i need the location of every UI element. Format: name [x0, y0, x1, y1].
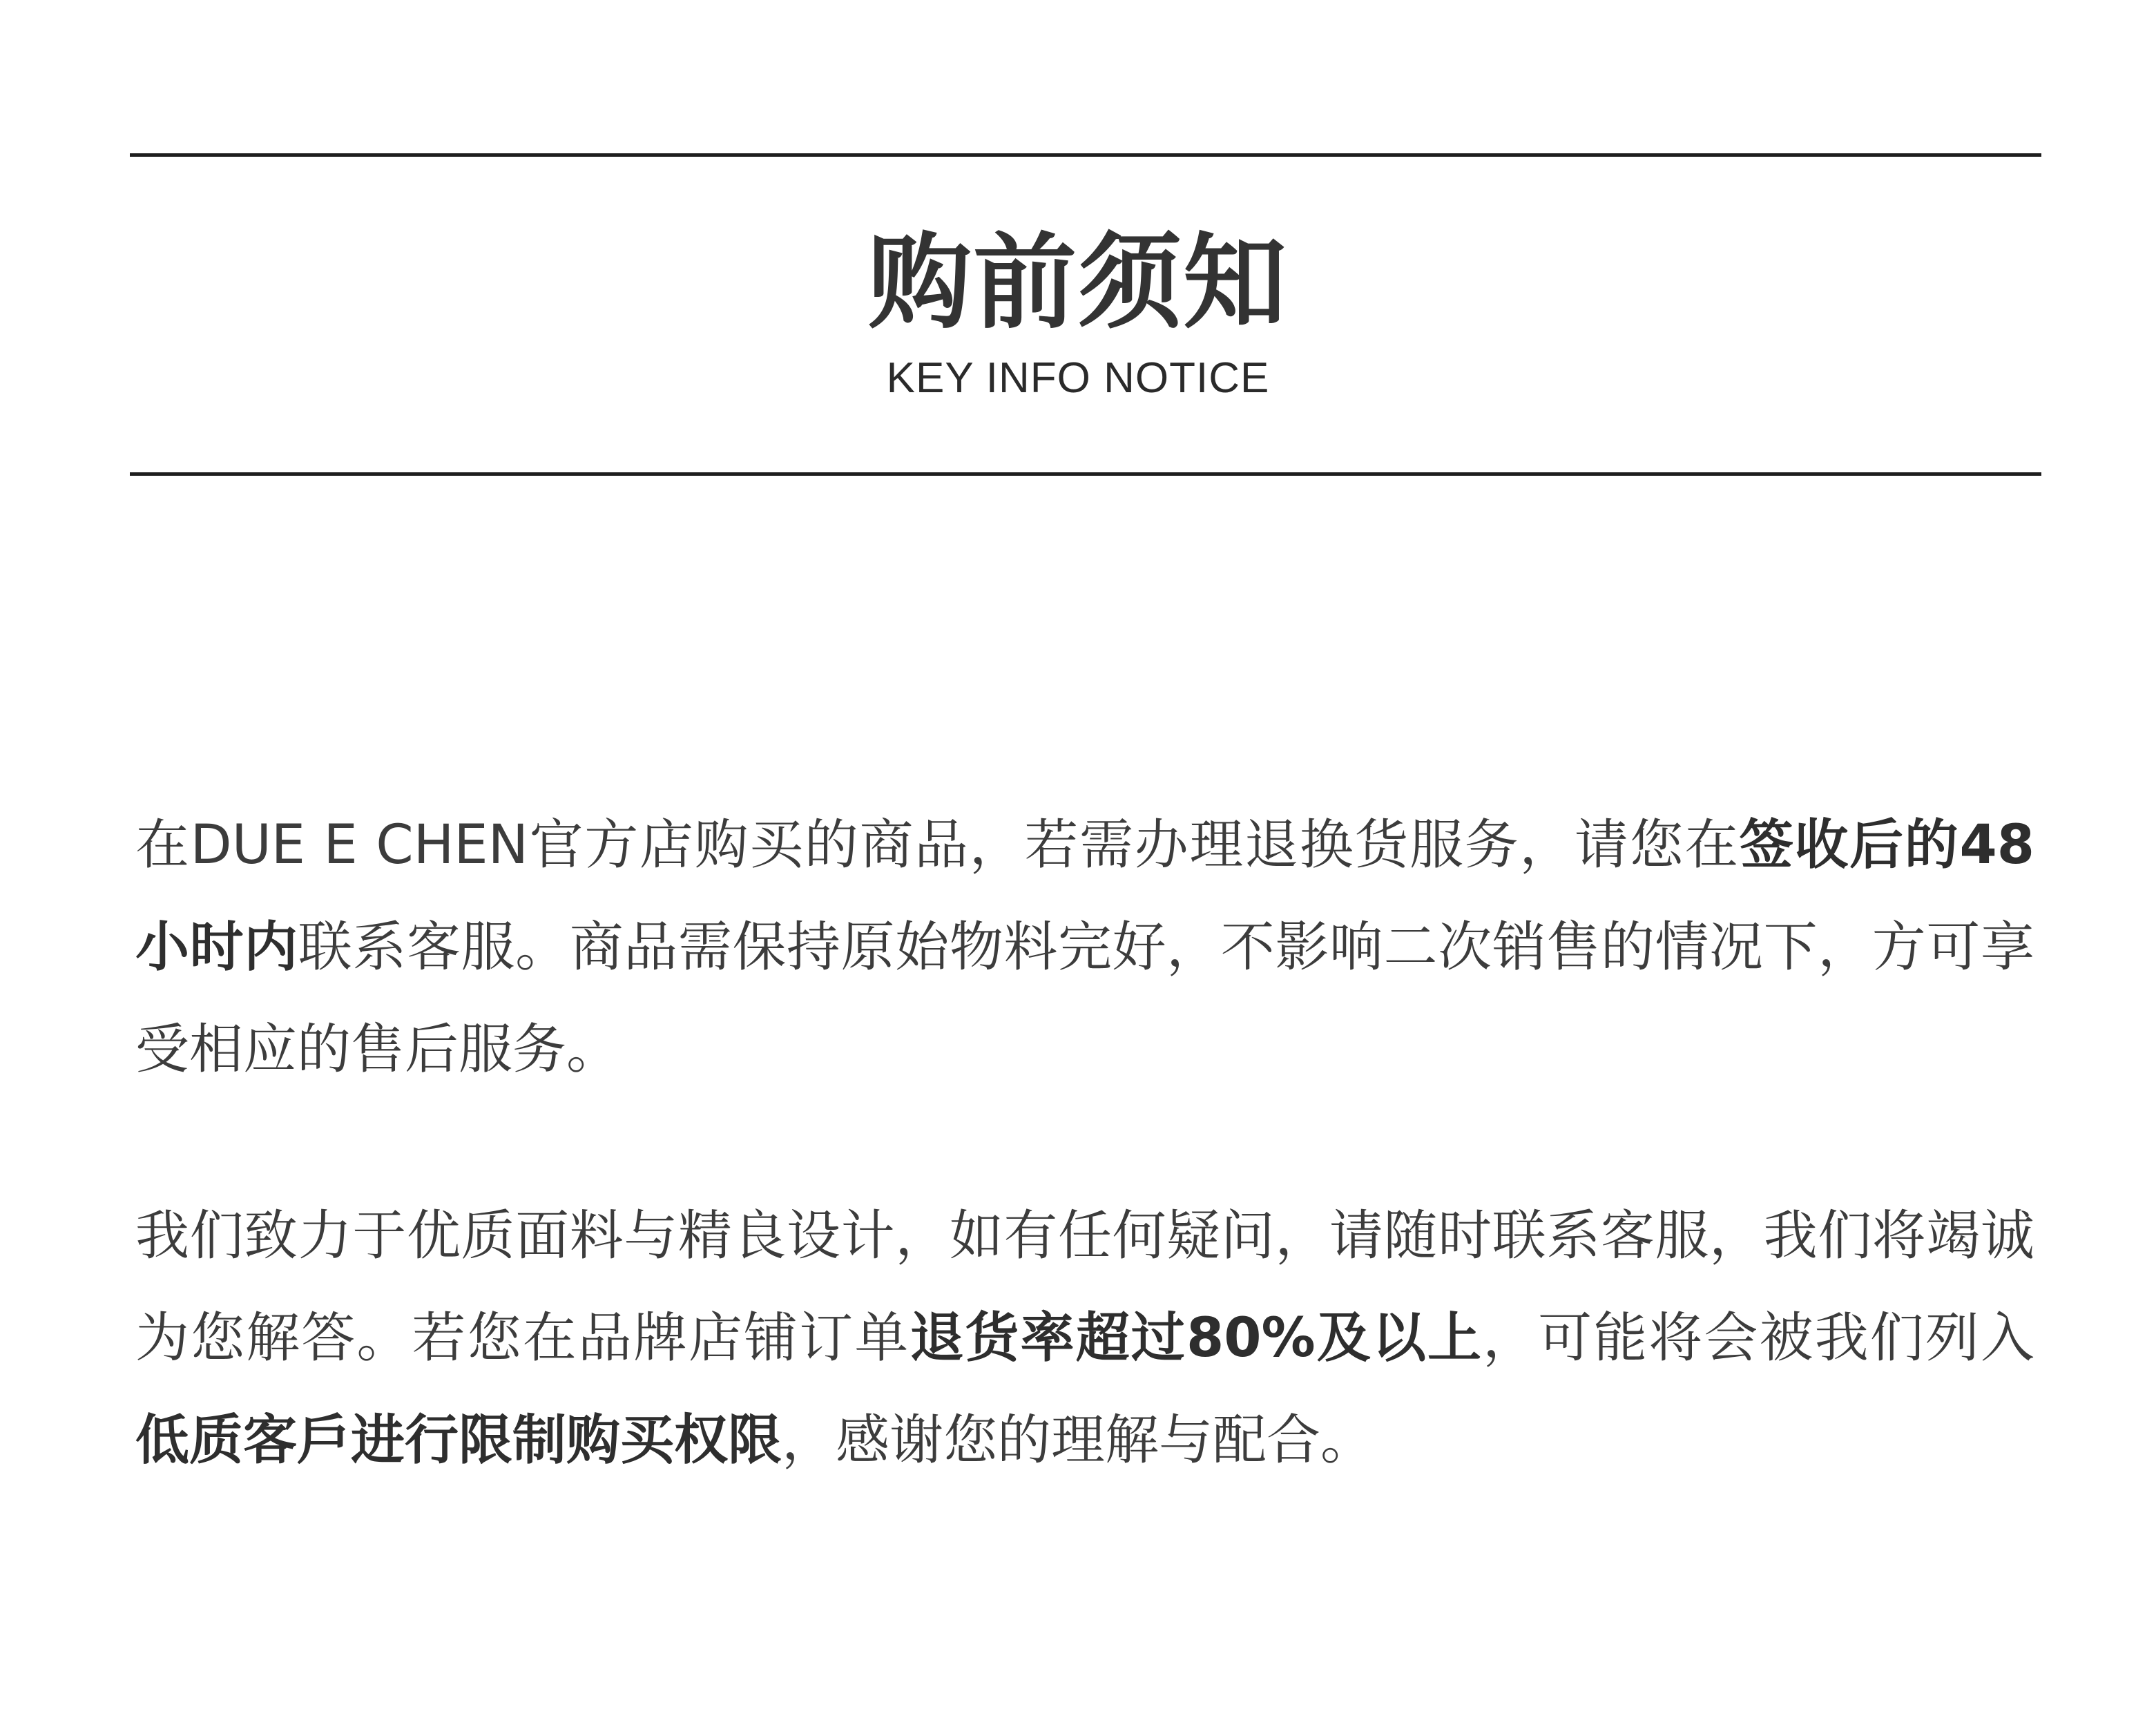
notice-paragraph-return-rate	[135, 1185, 2034, 1492]
page-title: 购前须知	[867, 223, 1288, 343]
notice-paragraph-return-policy	[135, 794, 2034, 1101]
page-subtitle: KEY INFO NOTICE	[886, 354, 1270, 402]
top-divider	[130, 153, 2041, 157]
highlight-text: 退货率超过80%及以上	[909, 1307, 1483, 1369]
text-segment: 在DUE E CHEN官方店购买的商品，若需办理退换货服务，请您在	[135, 814, 1740, 876]
highlight-text: 低质客戶进行限制购买权限	[135, 1409, 782, 1471]
text-segment: ，可能将会被我们列入	[1483, 1307, 2034, 1369]
notice-header	[0, 221, 2156, 406]
notice-body	[135, 794, 2034, 1492]
highlight-text: 签收后的48小时内	[135, 814, 2034, 978]
text-segment: 我们致力于优质面料与精良设计，如有任何疑问，请随时联系客服，我们将竭诚为您解答。若您在品牌店铺订单	[135, 1205, 2034, 1369]
text-segment: ，感谢您的理解与配合。	[782, 1409, 1375, 1471]
text-segment: 联系客服。商品需保持原始物料完好，不影响二次销售的情况下，方可享受相应的售后服务。	[135, 916, 2034, 1081]
bottom-divider	[130, 472, 2041, 476]
